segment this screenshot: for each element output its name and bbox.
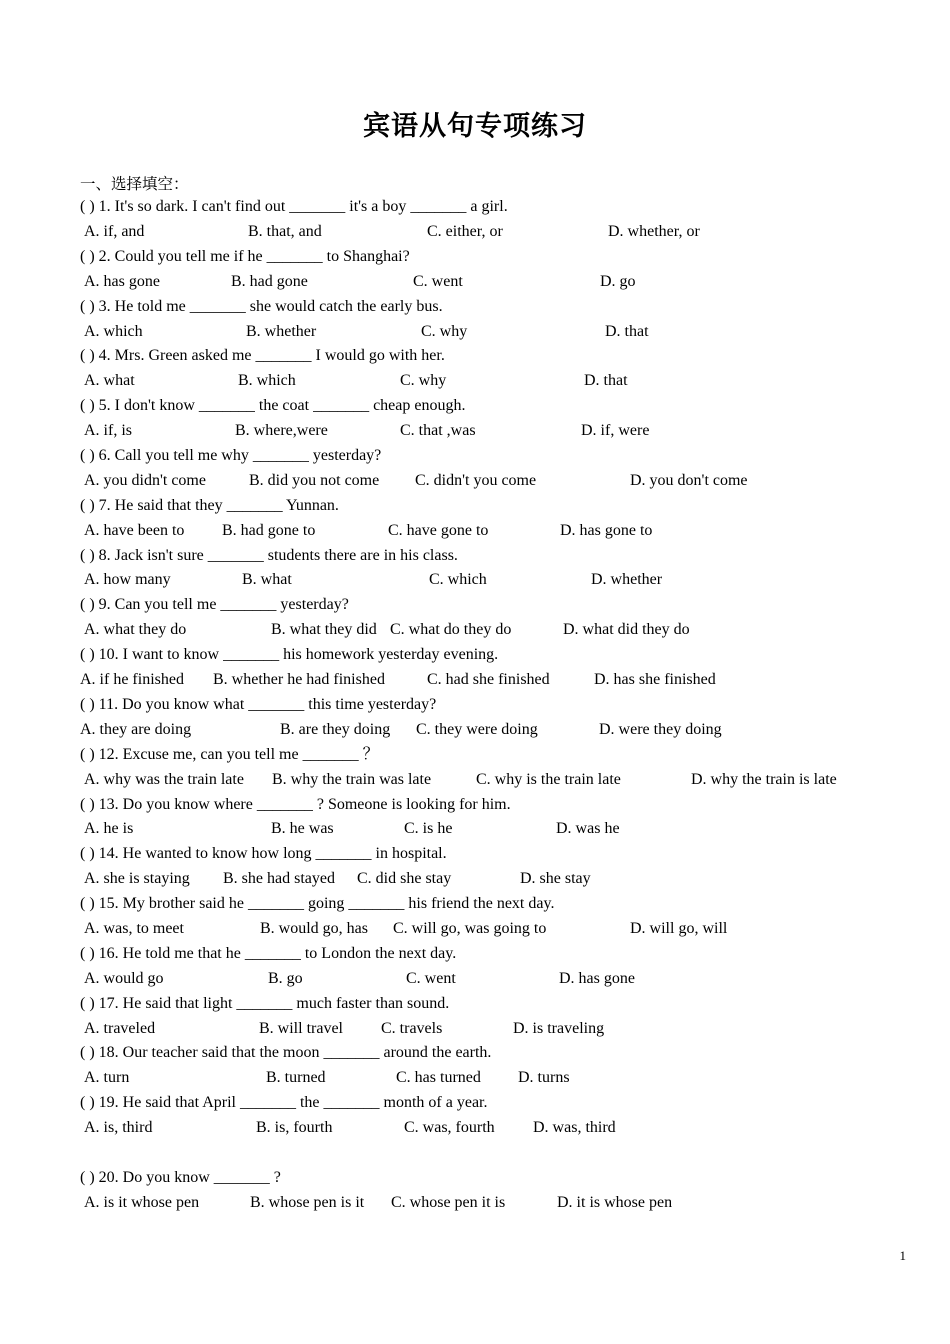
- answer-option-d: D. that: [584, 372, 628, 389]
- answer-option-a: A. how many: [84, 571, 171, 588]
- answer-option-c: C. they were doing: [416, 721, 538, 738]
- answer-option-d: D. go: [600, 273, 636, 290]
- question-stem: ( ) 19. He said that April _______ the _______ month of a year.: [80, 1094, 488, 1111]
- answer-option-d: D. it is whose pen: [557, 1194, 673, 1211]
- answer-option-d: D. has gone to: [560, 522, 653, 539]
- answer-option-b: B. whether he had finished: [213, 671, 385, 688]
- question-stem: ( ) 7. He said that they _______ Yunnan.: [80, 497, 339, 514]
- answer-option-b: B. had gone to: [222, 522, 316, 539]
- answer-option-c: C. is he: [404, 820, 453, 837]
- question-stem: ( ) 18. Our teacher said that the moon _______ around the earth.: [80, 1044, 492, 1061]
- question-stem: ( ) 20. Do you know _______ ?: [80, 1169, 281, 1186]
- answer-option-a: A. is, third: [84, 1119, 153, 1136]
- question-stem: ( ) 17. He said that light _______ much faster than sound.: [80, 995, 450, 1012]
- answer-option-d: D. was, third: [533, 1119, 616, 1136]
- answer-option-a: A. if he finished: [80, 671, 184, 688]
- question-stem: ( ) 6. Call you tell me why _______ yesterday?: [80, 447, 382, 464]
- question-stem: ( ) 2. Could you tell me if he _______ to Shanghai?: [80, 248, 410, 265]
- answer-option-b: B. will travel: [259, 1020, 343, 1037]
- answer-option-c: C. which: [429, 571, 487, 588]
- question-stem: ( ) 12. Excuse me, can you tell me _______ ？: [80, 746, 379, 763]
- answer-option-b: B. he was: [271, 820, 334, 837]
- answer-option-c: C. went: [413, 273, 463, 290]
- answer-option-a: A. if, and: [84, 223, 145, 240]
- section-heading: 一、选择填空：: [80, 175, 189, 193]
- answer-option-b: B. whose pen is it: [250, 1194, 365, 1211]
- answer-option-d: D. were they doing: [599, 721, 722, 738]
- answer-option-b: B. are they doing: [280, 721, 391, 738]
- answer-option-c: C. will go, was going to: [393, 920, 547, 937]
- question-stem: ( ) 1. It's so dark. I can't find out _______ it's a boy _______ a girl.: [80, 198, 508, 215]
- answer-option-a: A. was, to meet: [84, 920, 184, 937]
- question-stem: ( ) 3. He told me _______ she would catch the early bus.: [80, 298, 443, 315]
- answer-option-a: A. she is staying: [84, 870, 190, 887]
- answer-option-c: C. had she finished: [427, 671, 550, 688]
- question-stem: ( ) 14. He wanted to know how long _______ in hospital.: [80, 845, 447, 862]
- answer-option-c: C. travels: [381, 1020, 443, 1037]
- answer-option-a: A. which: [84, 323, 143, 340]
- answer-option-b: B. is, fourth: [256, 1119, 333, 1136]
- answer-option-d: D. has gone: [559, 970, 635, 987]
- answer-option-c: C. why: [421, 323, 468, 340]
- answer-option-d: D. what did they do: [563, 621, 690, 638]
- answer-option-d: D. if, were: [581, 422, 650, 439]
- answer-option-d: D. whether, or: [608, 223, 700, 240]
- answer-option-c: C. have gone to: [388, 522, 489, 539]
- question-stem: ( ) 15. My brother said he _______ going _______ his friend the next day.: [80, 895, 555, 912]
- answer-option-b: B. that, and: [248, 223, 322, 240]
- answer-option-b: B. why the train was late: [272, 771, 432, 788]
- question-stem: ( ) 9. Can you tell me _______ yesterday?: [80, 596, 349, 613]
- answer-option-b: B. turned: [266, 1069, 326, 1086]
- answer-option-d: D. was he: [556, 820, 620, 837]
- answer-option-d: D. why the train is late: [691, 771, 837, 788]
- answer-option-c: C. did she stay: [357, 870, 452, 887]
- answer-option-b: B. what they did: [271, 621, 377, 638]
- question-stem: ( ) 5. I don't know _______ the coat _______ cheap enough.: [80, 397, 466, 414]
- question-stem: ( ) 11. Do you know what _______ this time yesterday?: [80, 696, 437, 713]
- answer-option-c: C. why is the train late: [476, 771, 621, 788]
- answer-option-a: A. you didn't come: [84, 472, 206, 489]
- answer-option-a: A. traveled: [84, 1020, 156, 1037]
- answer-option-b: B. did you not come: [249, 472, 380, 489]
- answer-option-c: C. was, fourth: [404, 1119, 495, 1136]
- page-number: 1: [899, 1248, 906, 1263]
- answer-option-a: A. would go: [84, 970, 164, 987]
- answer-option-b: B. had gone: [231, 273, 308, 290]
- answer-option-b: B. whether: [246, 323, 317, 340]
- question-stem: ( ) 16. He told me that he _______ to London the next day.: [80, 945, 457, 962]
- answer-option-c: C. didn't you come: [415, 472, 537, 489]
- answer-option-c: C. either, or: [427, 223, 503, 240]
- answer-option-c: C. has turned: [396, 1069, 481, 1086]
- answer-option-d: D. that: [605, 323, 649, 340]
- answer-option-b: B. go: [268, 970, 303, 987]
- answer-option-d: D. will go, will: [630, 920, 728, 937]
- answer-option-c: C. that ,was: [400, 422, 476, 439]
- answer-option-b: B. where,were: [235, 422, 328, 439]
- answer-option-a: A. have been to: [84, 522, 185, 539]
- answer-option-a: A. is it whose pen: [84, 1194, 200, 1211]
- page-title: 宾语从句专项练习: [363, 111, 587, 142]
- answer-option-a: A. if, is: [84, 422, 132, 439]
- answer-option-a: A. has gone: [84, 273, 160, 290]
- answer-option-c: C. why: [400, 372, 447, 389]
- answer-option-d: D. whether: [591, 571, 663, 588]
- answer-option-c: C. what do they do: [390, 621, 512, 638]
- answer-option-d: D. is traveling: [513, 1020, 605, 1037]
- answer-option-d: D. turns: [518, 1069, 570, 1086]
- question-stem: ( ) 10. I want to know _______ his homework yesterday evening.: [80, 646, 499, 663]
- answer-option-d: D. you don't come: [630, 472, 748, 489]
- answer-option-d: D. has she finished: [594, 671, 716, 688]
- answer-option-a: A. why was the train late: [84, 771, 244, 788]
- question-stem: ( ) 4. Mrs. Green asked me _______ I would go with her.: [80, 347, 445, 364]
- answer-option-c: C. went: [406, 970, 456, 987]
- answer-option-b: B. would go, has: [260, 920, 368, 937]
- answer-option-a: A. turn: [84, 1069, 130, 1086]
- answer-option-a: A. he is: [84, 820, 134, 837]
- answer-option-b: B. which: [238, 372, 296, 389]
- answer-option-b: B. she had stayed: [223, 870, 335, 887]
- question-stem: ( ) 8. Jack isn't sure _______ students there are in his class.: [80, 547, 458, 564]
- answer-option-a: A. they are doing: [80, 721, 192, 738]
- answer-option-c: C. whose pen it is: [391, 1194, 506, 1211]
- question-stem: ( ) 13. Do you know where _______ ? Someone is looking for him.: [80, 796, 511, 813]
- answer-option-d: D. she stay: [520, 870, 591, 887]
- answer-option-a: A. what they do: [84, 621, 187, 638]
- answer-option-a: A. what: [84, 372, 135, 389]
- answer-option-b: B. what: [242, 571, 292, 588]
